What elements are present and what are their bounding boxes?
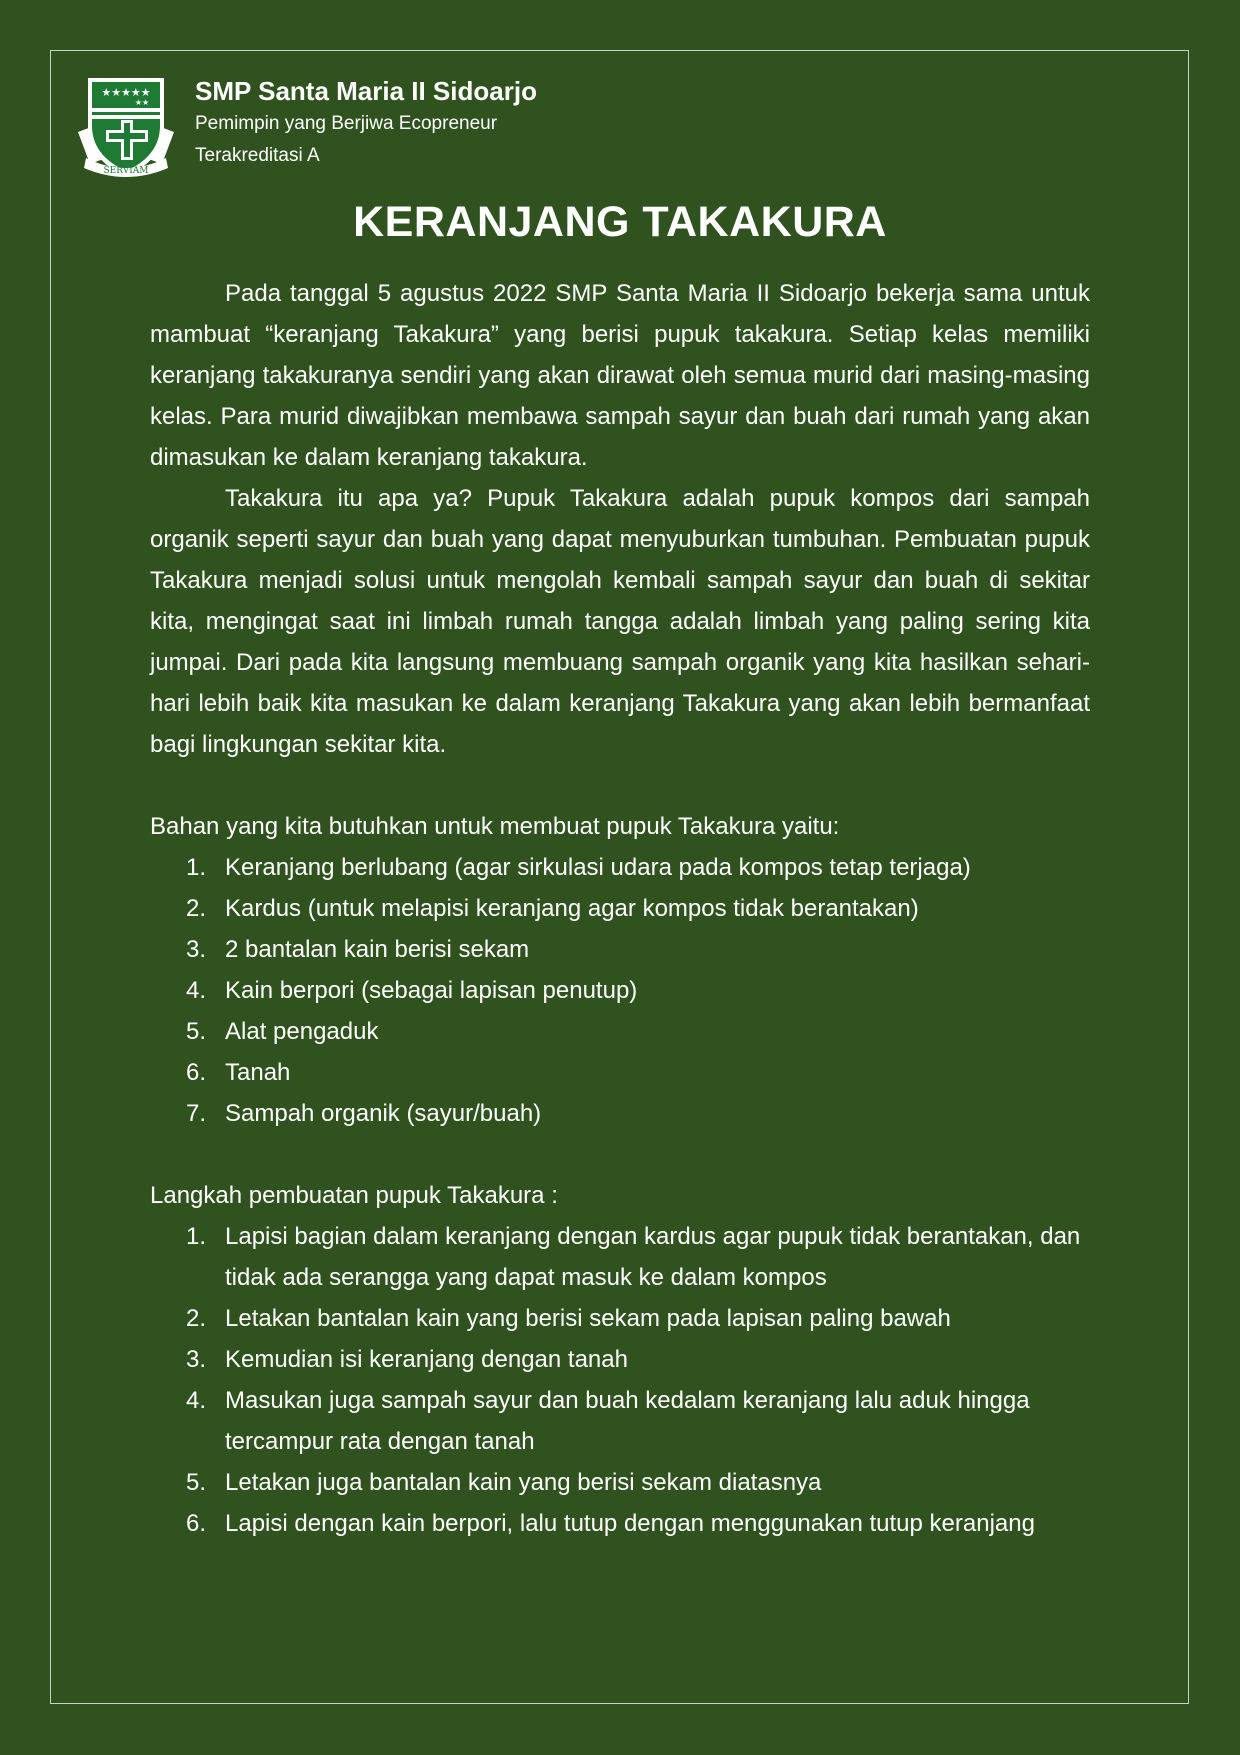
list-text: Sampah organik (sayur/buah) bbox=[225, 1100, 542, 1127]
materials-intro: Bahan yang kita butuhkan untuk membuat pupuk Takakura yaitu: bbox=[150, 813, 840, 840]
list-text: Lapisi dengan kain berpori, lalu tutup dengan menggunakan tutup keranjang bbox=[225, 1510, 1035, 1537]
list-text: Letakan juga bantalan kain yang berisi sekam diatasnya bbox=[225, 1469, 822, 1496]
school-name: SMP Santa Maria II Sidoarjo bbox=[195, 76, 537, 106]
school-crest-logo bbox=[72, 74, 180, 182]
list-number: 6. bbox=[186, 1510, 207, 1537]
paragraph-intro: Pada tanggal 5 agustus 2022 SMP Santa Maria II Sidoarjo bekerja sama untuk mambuat “keranjang Takakura” yang berisi pupuk takakura. Setiap kelas memiliki keranjang takakuranya sendiri yang akan dirawat oleh semua murid dari masing-masing kelas. Para murid diwajibkan membawa sampah sayur dan buah dari rumah yang akan dimasukan ke dalam keranjang takakura. bbox=[150, 280, 1090, 471]
materials-list bbox=[150, 847, 1090, 1134]
svg-text:★★★★★: ★★★★★ bbox=[101, 86, 151, 99]
list-text: Keranjang berlubang (agar sirkulasi udara pada kompos tetap terjaga) bbox=[225, 854, 971, 881]
list-number: 5. bbox=[186, 1018, 207, 1045]
steps-intro: Langkah pembuatan pupuk Takakura : bbox=[150, 1182, 558, 1209]
list-number: 1. bbox=[186, 854, 207, 881]
article-body bbox=[150, 273, 1090, 1544]
list-text: 2 bantalan kain berisi sekam bbox=[225, 936, 530, 963]
list-number: 4. bbox=[186, 977, 207, 1004]
list-text: Kardus (untuk melapisi keranjang agar kompos tidak berantakan) bbox=[225, 895, 919, 922]
paragraph-explanation: Takakura itu apa ya? Pupuk Takakura adalah pupuk kompos dari sampah organik seperti sayur dan buah yang dapat menyuburkan tumbuhan. Pembuatan pupuk Takakura menjadi solusi untuk mengolah kembali sampah sayur dan buah di sekitar kita, mengingat saat ini limbah rumah tangga adalah limbah yang paling sering kita jumpai. Dari pada kita langsung membuang sampah organik yang kita hasilkan sehari-hari lebih baik kita masukan ke dalam keranjang Takakura yang akan lebih bermanfaat bagi lingkungan sekitar kita. bbox=[150, 485, 1090, 758]
list-text: Kain berpori (sebagai lapisan penutup) bbox=[225, 977, 638, 1004]
list-number: 6. bbox=[186, 1059, 207, 1086]
steps-list bbox=[150, 1216, 1090, 1544]
list-item bbox=[150, 929, 1090, 970]
school-tagline: Pemimpin yang Berjiwa Ecopreneur bbox=[195, 113, 498, 134]
list-item bbox=[150, 970, 1090, 1011]
list-text: Kemudian isi keranjang dengan tanah bbox=[225, 1346, 628, 1373]
list-number: 7. bbox=[186, 1100, 207, 1127]
list-item bbox=[150, 1298, 1090, 1339]
list-number: 5. bbox=[186, 1469, 207, 1496]
list-number: 2. bbox=[186, 895, 207, 922]
list-number: 3. bbox=[186, 1346, 207, 1373]
list-text: Masukan juga sampah sayur dan buah kedalam keranjang lalu aduk hingga tercampur rata dengan tanah bbox=[225, 1387, 1030, 1455]
list-item bbox=[150, 1503, 1090, 1544]
logo-motto: SERVIAM bbox=[103, 166, 149, 176]
list-item bbox=[150, 1011, 1090, 1052]
list-item bbox=[150, 847, 1090, 888]
list-item bbox=[150, 1216, 1090, 1298]
list-item bbox=[150, 1093, 1090, 1134]
list-item bbox=[150, 1462, 1090, 1503]
list-text: Alat pengaduk bbox=[225, 1018, 379, 1045]
list-number: 3. bbox=[186, 936, 207, 963]
list-item bbox=[150, 888, 1090, 929]
list-text: Tanah bbox=[225, 1059, 291, 1086]
school-accreditation: Terakreditasi A bbox=[195, 145, 320, 166]
list-item bbox=[150, 1052, 1090, 1093]
list-text: Letakan bantalan kain yang berisi sekam pada lapisan paling bawah bbox=[225, 1305, 951, 1332]
document-title: KERANJANG TAKAKURA bbox=[353, 198, 887, 246]
list-text: Lapisi bagian dalam keranjang dengan kardus agar pupuk tidak berantakan, dan tidak ada serangga yang dapat masuk ke dalam kompos bbox=[225, 1223, 1081, 1291]
list-number: 4. bbox=[186, 1387, 207, 1414]
list-item bbox=[150, 1380, 1090, 1462]
list-number: 1. bbox=[186, 1223, 207, 1250]
svg-text:★★: ★★ bbox=[134, 98, 150, 107]
list-item bbox=[150, 1339, 1090, 1380]
list-number: 2. bbox=[186, 1305, 207, 1332]
